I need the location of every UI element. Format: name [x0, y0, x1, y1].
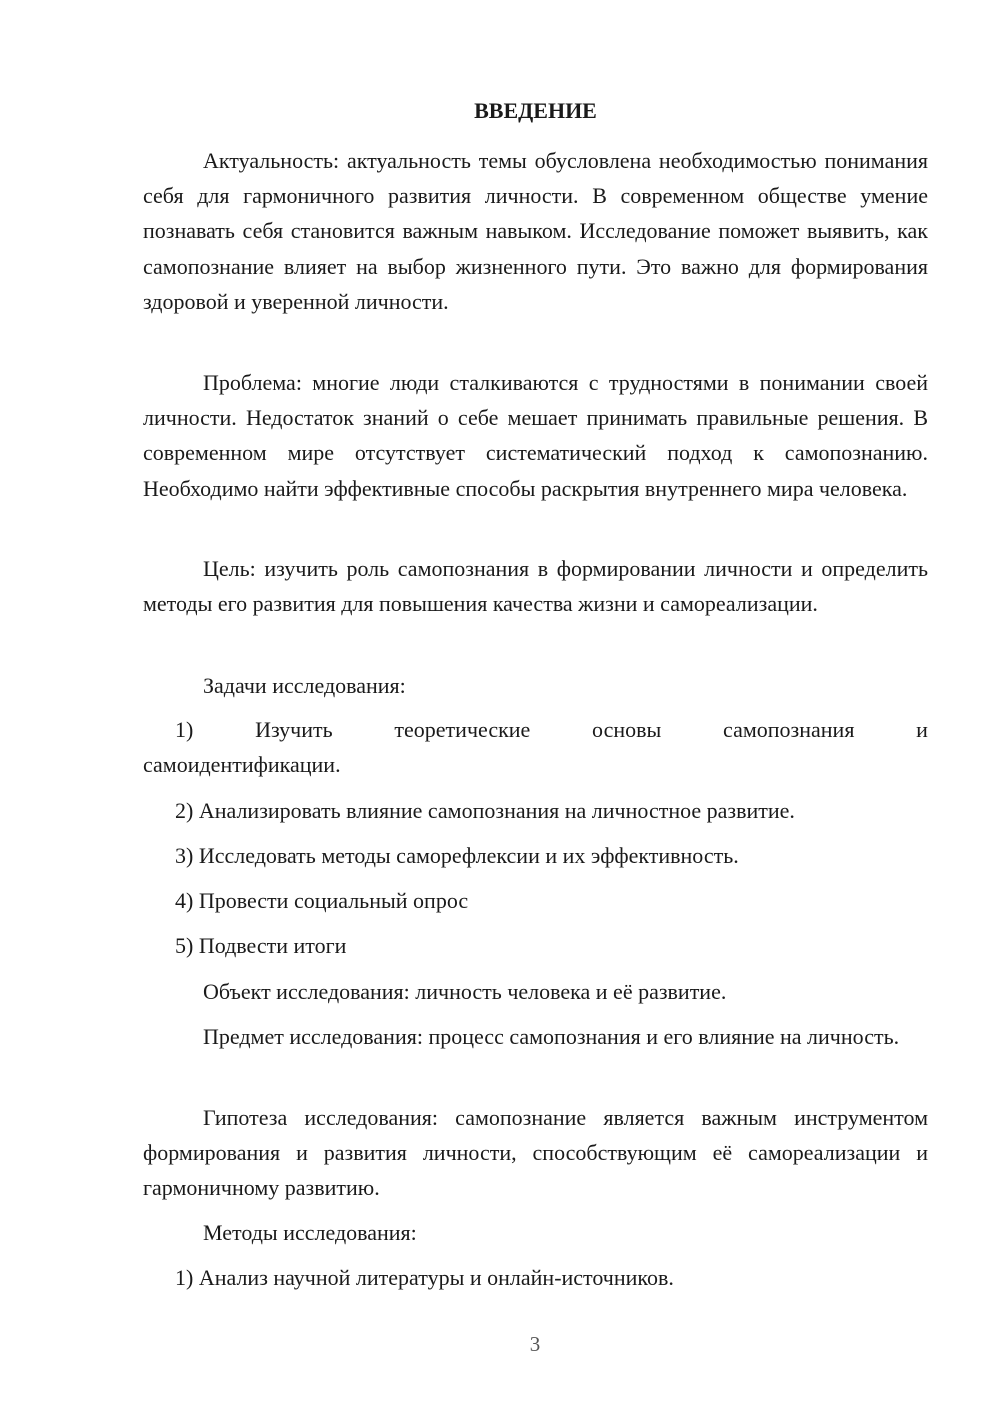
task-item-3: 3) Исследовать методы саморефлексии и их эффективность. [175, 843, 739, 868]
tasks-title: Задачи исследования: [203, 673, 406, 698]
object-paragraph: Объект исследования: личность человека и её развитие. [203, 979, 727, 1004]
task-1-word: Изучить [255, 717, 333, 742]
methods-title: Методы исследования: [203, 1220, 417, 1245]
task-item-5: 5) Подвести итоги [175, 933, 347, 958]
subject-paragraph: Предмет исследования: процесс самопознания и его влияние на личность. [203, 1024, 900, 1049]
task-item-4: 4) Провести социальный опрос [175, 888, 469, 913]
page-number: 3 [529, 1332, 541, 1356]
method-item-1: 1) Анализ научной литературы и онлайн-источников. [175, 1265, 674, 1290]
task-1-word: самопознания [723, 717, 855, 742]
task-1-word: теоретические [394, 717, 531, 742]
problem-paragraph: Проблема: многие люди сталкиваются с трудностями в понимании своей личности. Недостаток знаний о себе мешает принимать правильные решения. В современном мире отсутствует систематический подход к самопознанию. Необходимо найти эффективные способы раскрытия внутреннего мира человека. [143, 370, 928, 501]
task-1-word: основы [592, 717, 662, 742]
task-item-1 [175, 712, 928, 747]
page-title: ВВЕДЕНИЕ [474, 98, 597, 123]
task-item-1-continuation: самоидентификации. [143, 752, 341, 777]
hypothesis-paragraph: Гипотеза исследования: самопознание является важным инструментом формирования и развития личности, способствующим её самореализации и гармоничному развитию. [143, 1105, 928, 1201]
relevance-paragraph: Актуальность: актуальность темы обусловлена необходимостью понимания себя для гармоничного развития личности. В современном обществе умение познавать себя становится важным навыком. Исследование поможет выявить, как самопознание влияет на выбор жизненного пути. Это важно для формирования здоровой и уверенной личности. [143, 148, 928, 314]
task-1-word: 1) [175, 717, 194, 742]
goal-paragraph: Цель: изучить роль самопознания в формировании личности и определить методы его развития для повышения качества жизни и самореализации. [143, 556, 928, 617]
task-item-2: 2) Анализировать влияние самопознания на личностное развитие. [175, 798, 795, 823]
task-1-word: и [916, 717, 928, 742]
